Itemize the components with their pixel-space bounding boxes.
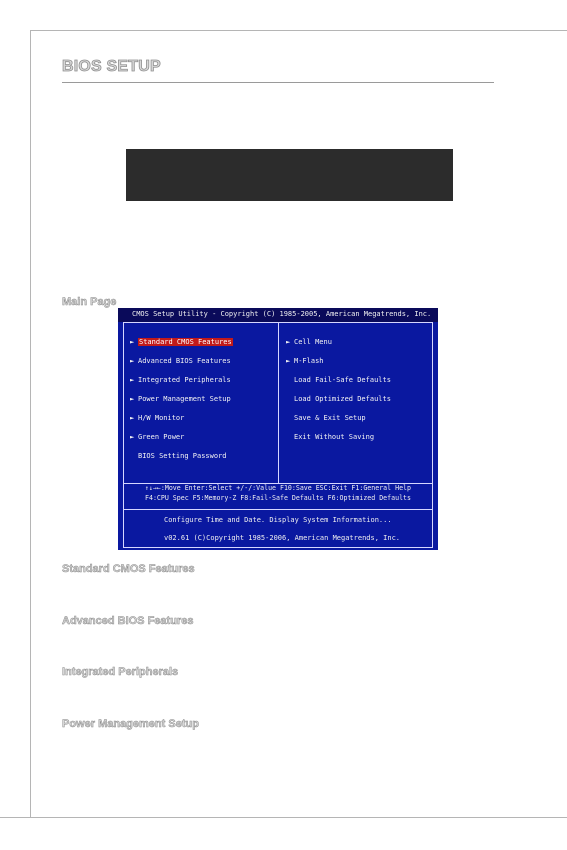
key-legend-line-1: ↑↓→←:Move Enter:Select +/-/:Value F10:Save ESC:Exit F1:General Help [145, 484, 411, 492]
page-frame-left [30, 30, 31, 817]
menu-item-load-fail-safe[interactable]: Load Fail-Safe Defaults [294, 376, 391, 384]
menu-item-green-power[interactable]: ► Green Power [130, 433, 185, 441]
menu-item-exit-without-saving[interactable]: Exit Without Saving [294, 433, 375, 441]
main-page-heading: Main Page [62, 296, 117, 308]
arrow-right-icon: ► [130, 357, 135, 365]
menu-item-m-flash[interactable]: ► M-Flash [286, 357, 324, 365]
menu-item-bios-password[interactable]: BIOS Setting Password [138, 452, 227, 460]
arrow-right-icon: ► [130, 414, 135, 422]
arrow-right-icon: ► [286, 357, 291, 365]
arrow-right-icon: ► [286, 338, 291, 346]
bios-key-legend [123, 482, 433, 510]
section-heading-standard-cmos: Standard CMOS Features [62, 563, 195, 575]
title-rule [62, 82, 494, 83]
arrow-right-icon: ► [130, 376, 135, 384]
page-title: BIOS SETUP [62, 58, 161, 75]
bios-header-title: CMOS Setup Utility - Copyright (C) 1985-2005, American Megatrends, Inc. [132, 310, 432, 318]
bios-screen [118, 308, 438, 550]
menu-item-load-optimized[interactable]: Load Optimized Defaults [294, 395, 391, 403]
arrow-right-icon: ► [130, 433, 135, 441]
bios-menu-panel [123, 322, 433, 484]
page-frame-bottom [0, 817, 567, 818]
menu-item-hw-monitor[interactable]: ► H/W Monitor [130, 414, 185, 422]
page-frame-top [30, 30, 567, 31]
section-heading-integrated-peripherals: Integrated Peripherals [62, 666, 179, 678]
menu-item-advanced-bios[interactable]: ► Advanced BIOS Features [130, 357, 231, 365]
section-heading-power-management: Power Management Setup [62, 718, 199, 730]
menu-item-power-management[interactable]: ► Power Management Setup [130, 395, 231, 403]
redacted-block [126, 149, 453, 201]
menu-item-cell-menu[interactable]: ► Cell Menu [286, 338, 332, 346]
arrow-right-icon: ► [130, 395, 135, 403]
item-description: Configure Time and Date. Display System Information... [164, 516, 392, 524]
bios-menu-divider [278, 323, 279, 483]
bios-version: v02.61 (C)Copyright 1985-2006, American Megatrends, Inc. [164, 534, 401, 542]
menu-item-save-exit[interactable]: Save & Exit Setup [294, 414, 366, 422]
menu-item-standard-cmos[interactable]: ► Standard CMOS Features [130, 338, 232, 346]
key-legend-line-2: F4:CPU Spec F5:Memory-Z F8:Fail-Safe Defaults F6:Optimized Defaults [145, 494, 411, 502]
menu-item-integrated-peripherals[interactable]: ► Integrated Peripherals [130, 376, 231, 384]
section-heading-advanced-bios: Advanced BIOS Features [62, 615, 194, 627]
bios-description-panel [123, 509, 433, 548]
bios-header [118, 308, 438, 322]
arrow-right-icon: ► [130, 338, 135, 346]
